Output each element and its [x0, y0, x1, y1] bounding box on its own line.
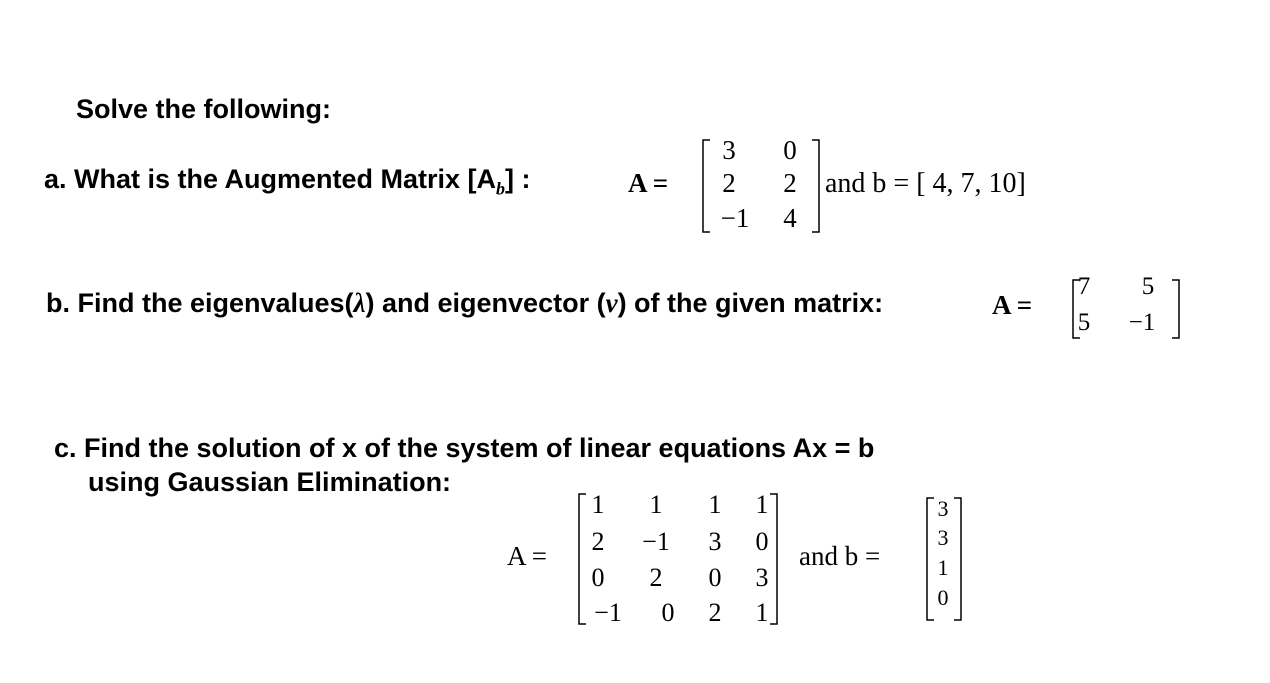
vector-b-cell-2: 3 [937, 525, 949, 550]
question-b-prefix: b. Find the eigenvalues( [46, 288, 354, 318]
question-a-matrix-label: A = [628, 168, 669, 198]
question-b-mid: ) and eigenvector ( [365, 288, 606, 318]
matrix-c-cell-r3c2: 2 [649, 563, 663, 592]
question-c-b-label: and b = [799, 541, 881, 571]
matrix-a-cell-r3c1: −1 [720, 203, 750, 233]
matrix-c-cell-r1c3: 1 [708, 490, 722, 519]
question-c-label-line2: using Gaussian Elimination: [88, 467, 452, 497]
question-c-label-line1: c. Find the solution of x of the system of linear equations Ax = b [54, 433, 875, 463]
matrix-b-cell-r1c2: 5 [1141, 273, 1155, 300]
matrix-b-cell-r1c1: 7 [1077, 273, 1091, 300]
matrix-c-cell-r4c2: 0 [661, 598, 675, 627]
page-heading: Solve the following: [76, 94, 331, 124]
matrix-c-cell-r2c3: 3 [708, 527, 722, 556]
question-b-matrix-label: A = [992, 290, 1033, 320]
question-a-suffix: ] : [505, 164, 531, 194]
question-a-label [44, 164, 531, 199]
matrix-a-cell-r3c2: 4 [783, 203, 797, 233]
matrix-c-cell-r1c4: 1 [755, 490, 769, 519]
matrix-a-cell-r1c2: 0 [783, 135, 797, 165]
vector-b-cell-4: 0 [937, 585, 949, 610]
question-b-suffix: ) of the given matrix: [617, 288, 884, 318]
question-a-prefix: a. What is the Augmented Matrix [A [44, 164, 497, 194]
matrix-b-cell-r2c2: −1 [1128, 309, 1156, 336]
matrix-c-cell-r2c1: 2 [591, 527, 605, 556]
matrix-c-cell-r3c4: 3 [755, 563, 769, 592]
matrix-c-cell-r2c4: 0 [755, 527, 769, 556]
matrix-a-cell-r2c1: 2 [722, 168, 736, 198]
question-a-subscript: b [496, 178, 506, 199]
matrix-c-cell-r4c3: 2 [708, 598, 722, 627]
matrix-c-cell-r1c2: 1 [649, 490, 663, 519]
question-a-b-vector: and b = [ 4, 7, 10] [825, 168, 1026, 199]
matrix-a-cell-r1c1: 3 [722, 135, 736, 165]
question-c-matrix-label: A = [507, 541, 547, 571]
matrix-c-cell-r4c4: 1 [755, 598, 769, 627]
nu-symbol: v [605, 288, 618, 318]
matrix-c-cell-r4c1: −1 [594, 598, 622, 627]
matrix-c-cell-r2c2: −1 [642, 527, 670, 556]
lambda-symbol: λ [353, 288, 366, 318]
matrix-c-cell-r1c1: 1 [591, 490, 605, 519]
matrix-a-cell-r2c2: 2 [783, 168, 797, 198]
vector-b-cell-1: 3 [937, 496, 949, 521]
vector-b-cell-3: 1 [937, 555, 949, 580]
matrix-c-cell-r3c1: 0 [591, 563, 605, 592]
question-b-label [46, 288, 883, 319]
matrix-b-cell-r2c1: 5 [1077, 309, 1091, 336]
matrix-c-cell-r3c3: 0 [708, 563, 722, 592]
